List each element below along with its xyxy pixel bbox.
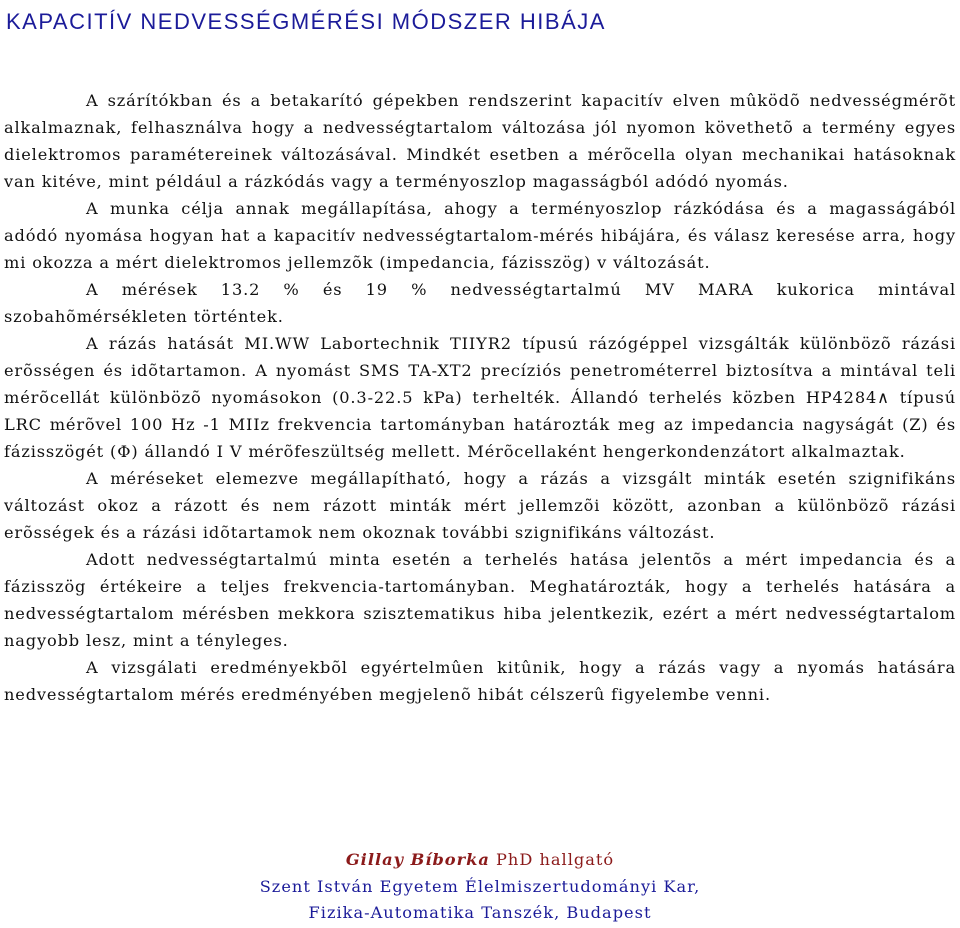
paragraph: A rázás hatását MI.WW Labortechnik TIIYR2 típusú rázógéppel vizsgálták különbözõ rázási erõsségen és idõtartamon. A nyomást SMS TA-XT2 precíziós penetrométerrel biztosítva a mintával teli mérõcellát különbözõ nyomásokon (0.3-22.5 kPa) terhelték. Állandó terhelés közben HP4284∧ típusú LRC mérõvel 100 Hz -1 MIIz frekvencia tartományban határozták meg az impedancia nagyságát (Z) és fázisszögét (Φ) állandó I V mérõfeszültség mellett. Mérõcellaként hengerkondenzátort alkalmaztak. [4, 334, 956, 461]
author-line [0, 847, 960, 874]
abstract-body [4, 87, 956, 708]
author-block [0, 847, 960, 927]
author-name: Gillay Bíborka [345, 850, 490, 869]
affiliation-line-1: Szent István Egyetem Élelmiszertudományi Kar, [259, 876, 701, 896]
paragraph: A szárítókban és a betakarító gépekben rendszerint kapacitív elven mûködõ nedvességmérõt alkalmaznak, felhasználva hogy a nedvességtartalom változása jól nyomon követhetõ a termény egyes dielektromos paramétereinek változásával. Mindkét esetben a mérõcella olyan mechanikai hatásoknak van kitéve, mint például a rázkódás vagy a terményoszlop magasságból adódó nyomás. [4, 91, 956, 191]
affiliation-line-2: Fizika-Automatika Tanszék, Budapest [308, 903, 652, 922]
author-role: PhD hallgató [496, 850, 615, 869]
paragraph: A munka célja annak megállapítása, ahogy a terményoszlop rázkódása és a magasságából adódó nyomása hogyan hat a kapacitív nedvességtartalom-mérés hibájára, és válasz keresése arra, hogy mi okozza a mért dielektromos jellemzõk (impedancia, fázisszög) v változását. [4, 199, 956, 272]
paragraph: Adott nedvességtartalmú minta esetén a terhelés hatása jelentõs a mért impedancia és a fázisszög értékeire a teljes frekvencia-tartományban. Meghatározták, hogy a terhelés hatására a nedvességtartalom mérésben mekkora szisztematikus hiba jelentkezik, ezért a mért nedvességtartalom nagyobb lesz, mint a tényleges. [4, 550, 956, 650]
document-title: KAPACITÍV NEDVESSÉGMÉRÉSI MÓDSZER HIBÁJA [6, 9, 606, 34]
paragraph: A vizsgálati eredményekbõl egyértelmûen kitûnik, hogy a rázás vagy a nyomás hatására nedvességtartalom mérés eredményében megjelenõ hibát célszerû figyelembe venni. [4, 658, 956, 704]
paragraph: A méréseket elemezve megállapítható, hogy a rázás a vizsgált minták esetén szignifikáns változást okoz a rázott és nem rázott minták mért jellemzõi között, azonban a különbözõ rázási erõsségek és a rázási idõtartamok nem okoznak további szignifikáns változást. [4, 469, 956, 542]
paragraph: A mérések 13.2 % és 19 % nedvességtartalmú MV MARA kukorica mintával szobahõmérsékleten történtek. [4, 280, 956, 326]
